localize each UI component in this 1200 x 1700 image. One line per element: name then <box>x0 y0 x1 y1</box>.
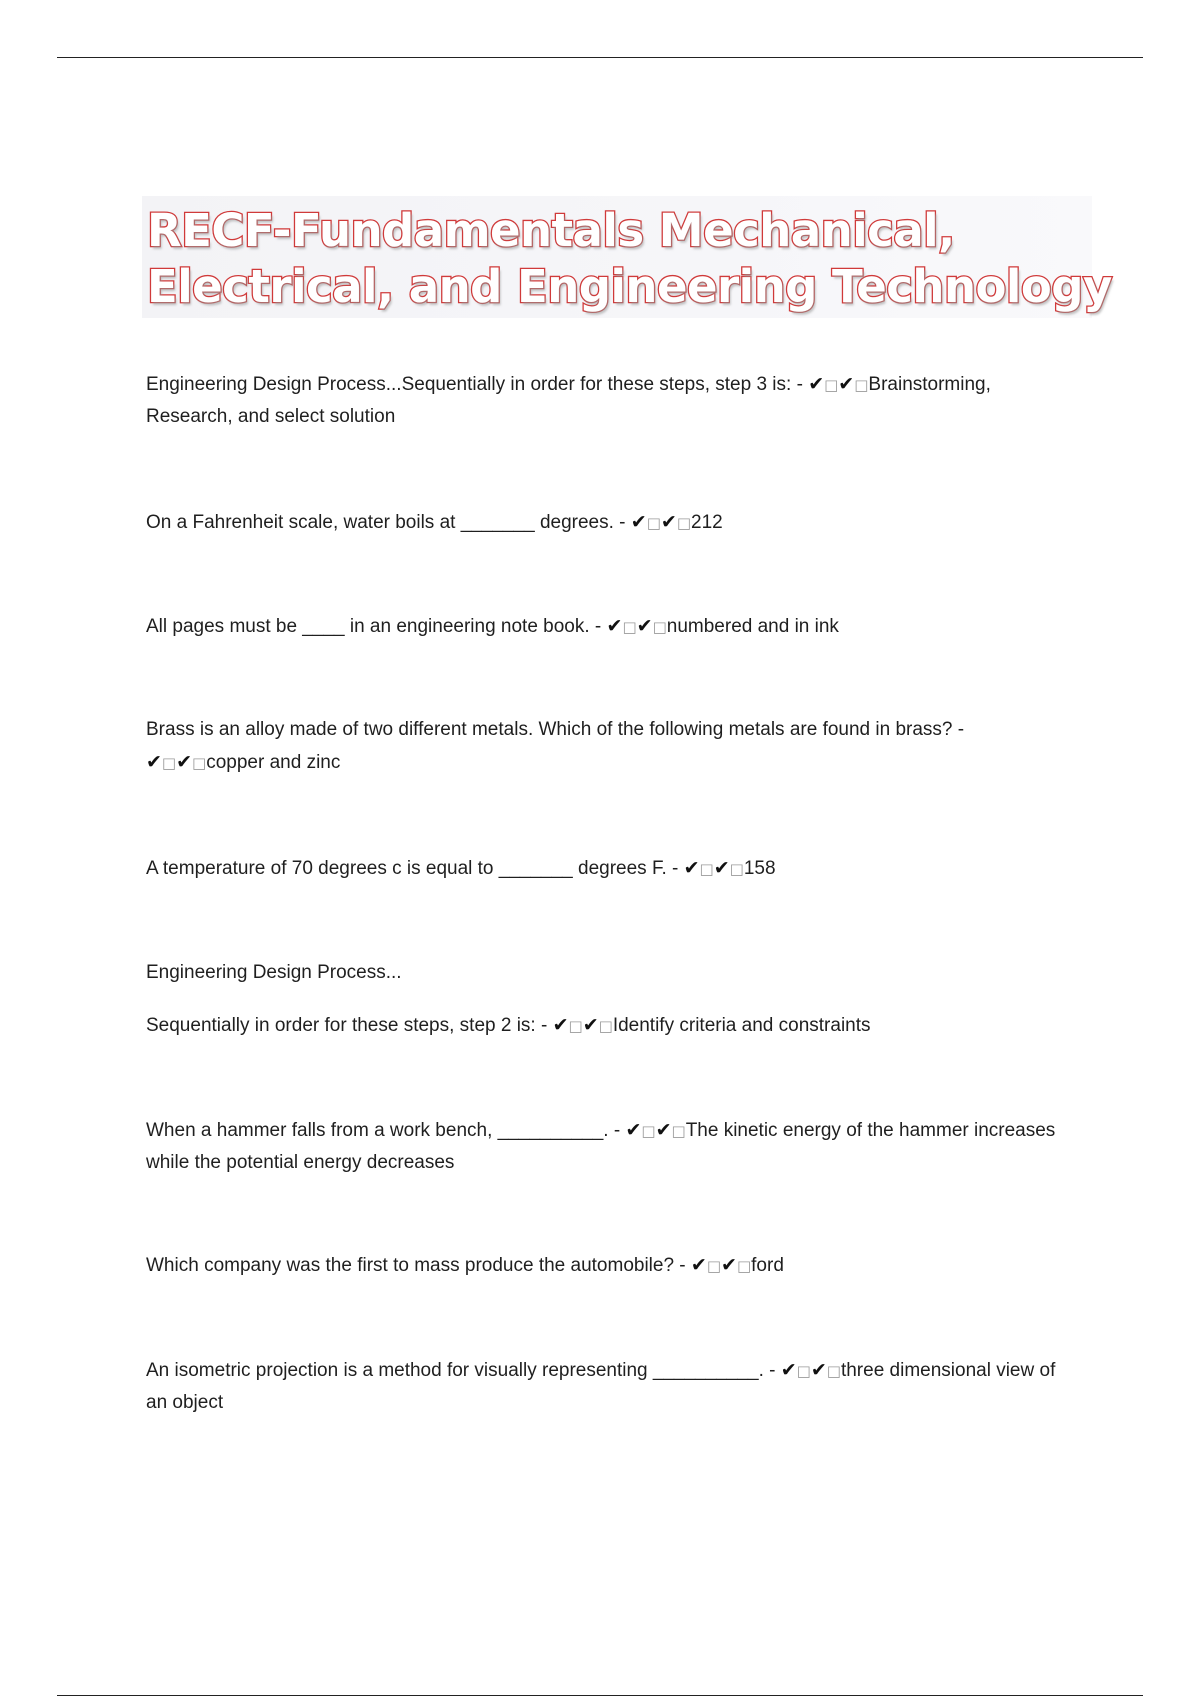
question-text: A temperature of 70 degrees c is equal to _______ degrees F. - <box>146 858 684 879</box>
question-text: All pages must be ____ in an engineering note book. - <box>146 616 607 637</box>
answer-text: ford <box>751 1255 784 1276</box>
check-icon: ✔ <box>606 615 623 637</box>
check-icon: ✔ <box>683 857 700 879</box>
qa-item <box>146 852 1076 885</box>
box-icon: □ <box>161 754 177 772</box>
document-title-line-2: Electrical, and Engineering Technology <box>147 260 1112 313</box>
qa-text <box>146 368 1076 433</box>
check-icon: ✔ <box>838 373 855 395</box>
check-icon: ✔ <box>713 857 730 879</box>
check-icon: ✔ <box>655 1119 672 1141</box>
qa-text <box>146 1009 1076 1042</box>
answer-text: The kinetic energy of the hammer increases while the potential energy decreases <box>146 1120 1056 1173</box>
answer-text: Brainstorming, Research, and select solution <box>146 374 991 427</box>
box-icon: □ <box>671 1122 686 1140</box>
qa-item <box>146 610 1076 643</box>
document-title-line-1: RECF-Fundamentals Mechanical, <box>147 204 955 257</box>
box-icon: □ <box>641 1122 656 1140</box>
box-icon: □ <box>736 1257 752 1275</box>
bottom-rule <box>57 1695 1143 1696</box>
answer-text: Identify criteria and constraints <box>612 1015 871 1036</box>
question-text: Which company was the first to mass produce the automobile? - <box>146 1255 691 1276</box>
box-icon: □ <box>652 618 667 636</box>
question-text: Engineering Design Process...Sequentially in order for these steps, step 3 is: - <box>146 374 809 395</box>
qa-text <box>146 610 1076 643</box>
question-text: Brass is an alloy made of two different metals. Which of the following metals are found in brass? - <box>146 719 965 740</box>
check-icon: ✔ <box>636 615 653 637</box>
box-icon: □ <box>796 1362 811 1380</box>
box-icon: □ <box>729 860 744 878</box>
qa-item <box>146 1114 1076 1179</box>
box-icon: □ <box>622 618 637 636</box>
box-icon: □ <box>824 376 839 394</box>
check-icon: ✔ <box>780 1359 797 1381</box>
question-heading: Engineering Design Process... <box>146 962 402 983</box>
check-icon: ✔ <box>808 373 825 395</box>
check-icon: ✔ <box>660 511 677 533</box>
question-text: An isometric projection is a method for visually representing __________. - <box>146 1360 781 1381</box>
question-text: Sequentially in order for these steps, step 2 is: - <box>146 1015 553 1036</box>
check-icon: ✔ <box>625 1119 642 1141</box>
check-icon: ✔ <box>146 751 162 773</box>
check-icon: ✔ <box>630 511 647 533</box>
box-icon: □ <box>192 754 207 772</box>
box-icon: □ <box>854 376 869 394</box>
qa-item <box>146 1354 1076 1419</box>
title-banner <box>142 196 1112 318</box>
check-icon: ✔ <box>721 1254 737 1276</box>
check-icon: ✔ <box>690 1254 707 1276</box>
qa-item <box>146 957 1076 1042</box>
answer-text: three dimensional view of an object <box>146 1360 1056 1413</box>
box-icon: □ <box>598 1017 613 1035</box>
answer-text: 212 <box>691 512 723 533</box>
qa-text <box>146 714 1076 779</box>
check-icon: ✔ <box>582 1014 599 1036</box>
qa-text <box>146 1249 1076 1282</box>
check-icon: ✔ <box>176 751 193 773</box>
question-text: On a Fahrenheit scale, water boils at _______ degrees. - <box>146 512 631 533</box>
check-icon: ✔ <box>810 1359 827 1381</box>
qa-text <box>146 1114 1076 1179</box>
answer-text: 158 <box>743 858 776 879</box>
box-icon: □ <box>826 1362 841 1380</box>
box-icon: □ <box>646 514 661 532</box>
qa-item <box>146 1249 1076 1282</box>
answer-text: copper and zinc <box>206 752 341 773</box>
box-icon: □ <box>676 514 692 532</box>
qa-text <box>146 1354 1076 1419</box>
answer-text: numbered and in ink <box>666 616 839 637</box>
box-icon: □ <box>699 860 714 878</box>
box-icon: □ <box>706 1257 722 1275</box>
qa-item <box>146 714 1076 779</box>
check-icon: ✔ <box>552 1014 569 1036</box>
qa-text <box>146 852 1076 885</box>
question-text: When a hammer falls from a work bench, __________. - <box>146 1120 626 1141</box>
qa-item <box>146 506 1076 539</box>
top-rule <box>57 57 1143 58</box>
box-icon: □ <box>568 1017 583 1035</box>
qa-text <box>146 506 1076 539</box>
qa-item <box>146 368 1076 433</box>
